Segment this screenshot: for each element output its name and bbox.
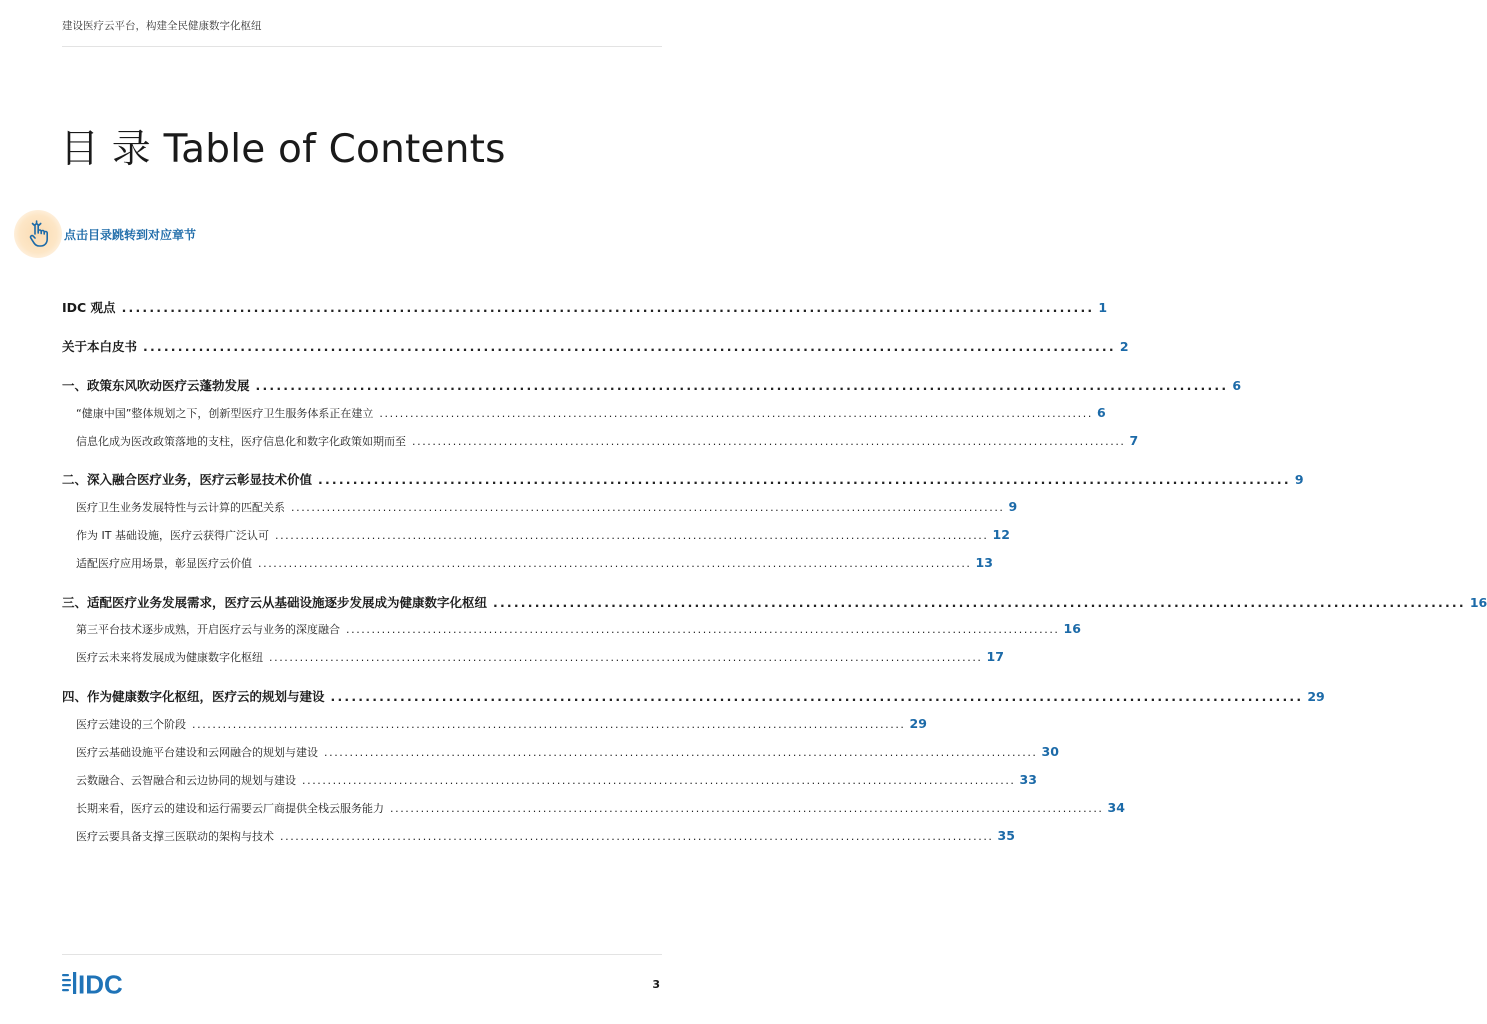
toc-page-number: 7: [1129, 433, 1139, 448]
toc-dot-leader: ............................................................................................................................................: [324, 746, 1038, 759]
toc-page-number: 17: [986, 649, 1004, 664]
toc-page-number: 1: [1098, 300, 1108, 315]
toc-chapter-entry[interactable]: [62, 470, 1304, 488]
toc-section-entry[interactable]: [76, 405, 1106, 421]
toc-page-number: 2: [1119, 339, 1129, 354]
toc-entry-title: 三、适配医疗业务发展需求，医疗云从基础设施逐步发展成为健康数字化枢纽: [62, 595, 488, 610]
page-title: 目 录 Table of Contents: [60, 127, 506, 172]
toc-section-entry[interactable]: [76, 828, 1015, 844]
toc-section-entry[interactable]: [76, 772, 1037, 788]
toc-dot-leader: ............................................................................................................................................: [318, 472, 1291, 487]
toc-dot-leader: ............................................................................................................................................: [302, 774, 1016, 787]
toc-entry-title: 云数融合、云智融合和云边协同的规划与建设: [76, 774, 296, 787]
hint-label[interactable]: 点击目录跳转到对应章节: [64, 228, 197, 242]
toc-dot-leader: ............................................................................................................................................: [412, 435, 1126, 448]
footer-divider: [62, 954, 662, 955]
toc-chapter-entry[interactable]: [62, 687, 1325, 705]
hand-pointer-icon: [24, 219, 52, 249]
logo-text: IDC: [78, 969, 123, 1000]
toc-dot-leader: ............................................................................................................................................: [192, 718, 906, 731]
toc-entry-title: 医疗云未来将发展成为健康数字化枢纽: [76, 651, 263, 664]
toc-entry-title: 二、深入融合医疗业务，医疗云彰显技术价值: [62, 472, 313, 487]
toc-section-entry[interactable]: [76, 555, 993, 571]
toc-entry-title: 一、政策东风吹动医疗云蓬勃发展: [62, 378, 250, 393]
toc-entry-title: “健康中国”整体规划之下，创新型医疗卫生服务体系正在建立: [76, 407, 374, 420]
toc-dot-leader: ............................................................................................................................................: [143, 339, 1116, 354]
toc-section-entry[interactable]: [76, 649, 1004, 665]
toc-entry-title: 医疗云要具备支撑三医联动的架构与技术: [76, 830, 274, 843]
toc-entry-title: 医疗云建设的三个阶段: [76, 718, 186, 731]
toc-page-number: 35: [997, 828, 1015, 843]
toc-section-entry[interactable]: [76, 499, 1018, 515]
toc-entry-title: 适配医疗应用场景，彰显医疗云价值: [76, 557, 252, 570]
header-title: 建设医疗云平台，构建全民健康数字化枢纽: [62, 20, 262, 32]
toc-entry-title: 第三平台技术逐步成熟，开启医疗云与业务的深度融合: [76, 623, 340, 636]
toc-dot-leader: ............................................................................................................................................: [330, 689, 1304, 704]
toc-section-entry[interactable]: [76, 527, 1010, 543]
toc-page-number: 9: [1008, 499, 1018, 514]
toc-dot-leader: ............................................................................................................................................: [379, 407, 1093, 420]
header-divider: [62, 46, 662, 47]
toc-chapter-entry[interactable]: [62, 593, 1487, 611]
toc-page-number: 9: [1294, 472, 1304, 487]
toc-dot-leader: ............................................................................................................................................: [274, 529, 989, 542]
toc-section-entry[interactable]: [76, 621, 1081, 637]
toc-page-number: 34: [1107, 800, 1125, 815]
page-number: 3: [652, 978, 660, 991]
toc-entry-title: IDC 观点: [62, 300, 116, 315]
idc-logo: [62, 968, 152, 998]
toc-dot-leader: ............................................................................................................................................: [255, 378, 1229, 393]
toc-dot-leader: ............................................................................................................................................: [493, 595, 1466, 610]
toc-page-number: 6: [1232, 378, 1242, 393]
toc-section-entry[interactable]: [76, 800, 1125, 816]
toc-entry-title: 医疗云基础设施平台建设和云网融合的规划与建设: [76, 746, 318, 759]
toc-page-number: 30: [1041, 744, 1059, 759]
toc-page-number: 29: [1307, 689, 1325, 704]
toc-entry-title: 信息化成为医改政策落地的支柱，医疗信息化和数字化政策如期而至: [76, 435, 406, 448]
toc-entry-title: 医疗卫生业务发展特性与云计算的匹配关系: [76, 501, 285, 514]
toc-page-number: 6: [1096, 405, 1106, 420]
toc-dot-leader: ............................................................................................................................................: [121, 300, 1095, 315]
toc-section-entry[interactable]: [76, 433, 1139, 449]
toc-dot-leader: ............................................................................................................................................: [390, 802, 1104, 815]
toc-section-entry[interactable]: [76, 744, 1059, 760]
toc-chapter-entry[interactable]: [62, 337, 1129, 355]
toc-entry-title: 长期来看，医疗云的建设和运行需要云厂商提供全栈云服务能力: [76, 802, 384, 815]
toc-page-number: 16: [1063, 621, 1081, 636]
toc-page-number: 16: [1469, 595, 1487, 610]
toc-entry-title: 四、作为健康数字化枢纽，医疗云的规划与建设: [62, 689, 325, 704]
toc-entry-title: 关于本白皮书: [62, 339, 138, 354]
toc-dot-leader: ............................................................................................................................................: [258, 557, 972, 570]
toc-page-number: 13: [975, 555, 993, 570]
toc-dot-leader: ............................................................................................................................................: [291, 501, 1005, 514]
toc-chapter-entry[interactable]: [62, 298, 1108, 316]
toc-dot-leader: ............................................................................................................................................: [346, 623, 1060, 636]
toc-chapter-entry[interactable]: [62, 376, 1242, 394]
toc-page-number: 29: [909, 716, 927, 731]
toc-page-number: 12: [992, 527, 1010, 542]
toc-page-number: 33: [1019, 772, 1037, 787]
toc-entry-title: 作为 IT 基础设施，医疗云获得广泛认可: [76, 529, 269, 542]
toc-section-entry[interactable]: [76, 716, 927, 732]
toc-dot-leader: ............................................................................................................................................: [269, 651, 983, 664]
toc-dot-leader: ............................................................................................................................................: [280, 830, 994, 843]
